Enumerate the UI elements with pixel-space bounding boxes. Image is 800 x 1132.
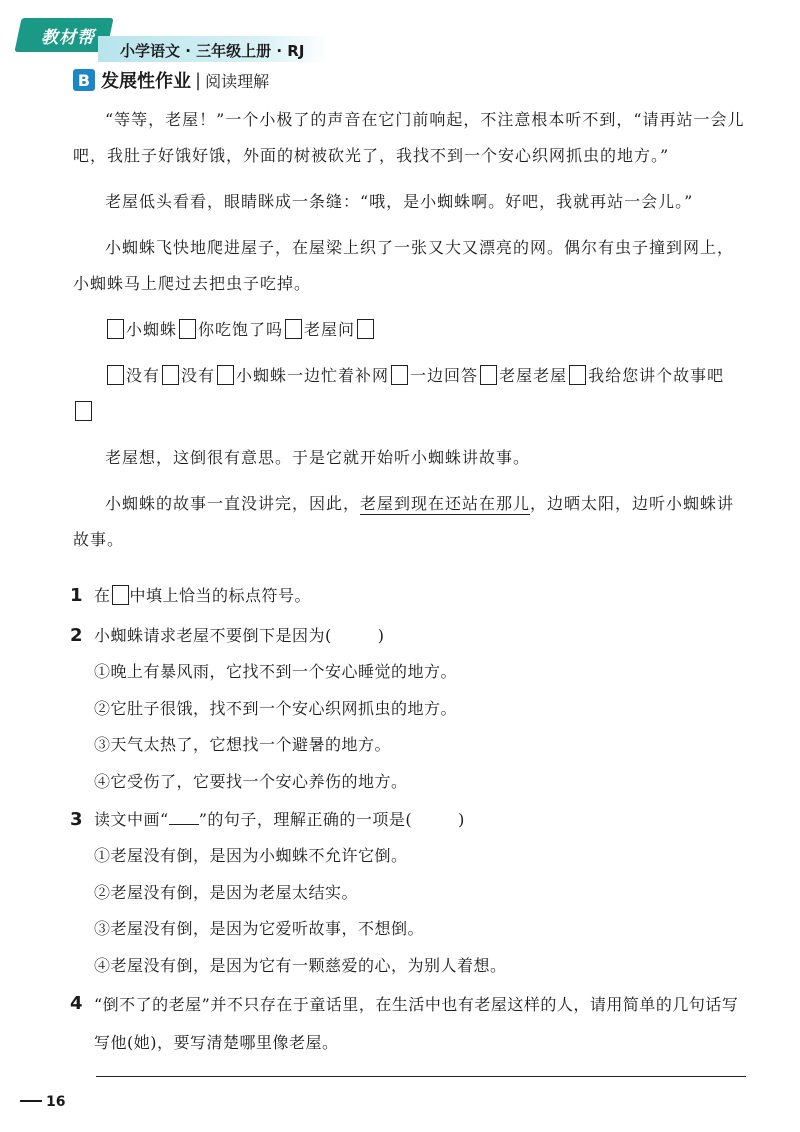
- option: ①晚上有暴风雨，它找不到一个安心睡觉的地方。: [94, 662, 458, 681]
- question-3: [70, 802, 750, 984]
- page-number-dash: [20, 1100, 42, 1102]
- passage-paragraph-2: 老屋低头看看，眼睛眯成一条缝：“哦，是小蜘蛛啊。好吧，我就再站一会儿。”: [105, 192, 694, 211]
- passage-segment: 小蜘蛛的故事一直没讲完，因此，: [105, 494, 361, 513]
- option: ②老屋没有倒，是因为老屋太结实。: [94, 882, 359, 902]
- passage-segment: 小蜘蛛: [126, 320, 178, 339]
- option: ①老屋没有倒，是因为小蜘蛛不允许它倒。: [94, 846, 408, 865]
- question-stem: [94, 802, 750, 838]
- punctuation-box[interactable]: [107, 319, 124, 339]
- question-number: 4: [70, 993, 84, 1014]
- page-number: [20, 1094, 65, 1110]
- page-header: [18, 18, 308, 58]
- section-separator: |: [195, 69, 202, 91]
- question-text: ”的句子，理解正确的一项是(: [198, 810, 413, 829]
- punctuation-box[interactable]: [357, 319, 374, 339]
- question-number: 2: [70, 625, 84, 646]
- passage-paragraph-3: 小蜘蛛飞快地爬进屋子，在屋梁上织了一张又大又漂亮的网。偶尔有虫子撞到网上，小蜘蛛马上爬过去把虫子吃掉。: [73, 238, 735, 293]
- passage-segment: 老屋问: [304, 320, 356, 339]
- punctuation-box[interactable]: [480, 365, 497, 385]
- punctuation-box[interactable]: [75, 401, 92, 421]
- passage-segment: 你吃饱了吗: [198, 320, 284, 339]
- brand-logo-text: 教材帮: [41, 28, 95, 48]
- passage-segment: 没有: [181, 366, 216, 385]
- question-number: 3: [70, 809, 84, 830]
- section-letter-badge: B: [73, 69, 95, 91]
- question-stem: “倒不了的老屋”并不只存在于童话里，在生活中也有老屋这样的人，请用简单的几句话写写他(她)，要写清楚哪里像老屋。: [94, 995, 739, 1052]
- question-text: 读文中画“: [94, 810, 169, 829]
- passage-segment: 一边回答: [410, 366, 479, 385]
- option: ④它受伤了，它要找一个安心养伤的地方。: [94, 771, 408, 791]
- section-heading: [73, 66, 269, 94]
- section-subtitle: 阅读理解: [205, 71, 270, 91]
- option: ③老屋没有倒，是因为它爱听故事，不想倒。: [94, 919, 425, 938]
- punctuation-box[interactable]: [391, 365, 408, 385]
- question-1: [70, 578, 750, 614]
- punctuation-box[interactable]: [569, 365, 586, 385]
- punctuation-box[interactable]: [285, 319, 302, 339]
- question-text: 中填上恰当的标点符号。: [129, 586, 312, 605]
- option: ③天气太热了，它想找一个避暑的地方。: [94, 735, 392, 754]
- answer-writing-line[interactable]: [96, 1076, 746, 1077]
- option: ②它肚子很饿，找不到一个安心织网抓虫的地方。: [94, 698, 458, 718]
- question-text: ): [458, 810, 465, 829]
- passage-paragraph-1: “等等，老屋！”一个小极了的声音在它门前响起，不注意根本听不到，“请再站一会儿吧，我肚子好饿好饿，外面的树被砍光了，我找不到一个安心织网抓虫的地方。”: [73, 110, 745, 165]
- underline-sample: [169, 810, 199, 825]
- passage-segment: ，边晒太阳，边听小蜘蛛讲故事。: [73, 494, 735, 549]
- passage-segment: 小蜘蛛一边忙着补网: [236, 366, 390, 385]
- question-text: 在: [94, 586, 111, 605]
- example-box: [112, 585, 129, 605]
- passage-paragraph-5: [73, 358, 745, 430]
- question-number: 1: [70, 585, 84, 606]
- question-2: [70, 618, 750, 800]
- punctuation-box[interactable]: [162, 365, 179, 385]
- passage-paragraph-6: 老屋想，这倒很有意思。于是它就开始听小蜘蛛讲故事。: [105, 448, 531, 467]
- punctuation-box[interactable]: [179, 319, 196, 339]
- page-number-text: 16: [46, 1094, 66, 1110]
- question-list: [70, 578, 750, 1062]
- punctuation-box[interactable]: [107, 365, 124, 385]
- punctuation-box[interactable]: [217, 365, 234, 385]
- passage-segment: 我给您讲个故事吧: [588, 366, 725, 385]
- passage-segment: 没有: [126, 366, 161, 385]
- underlined-sentence: 老屋到现在还站在那儿: [360, 494, 531, 513]
- question-stem: [94, 618, 750, 654]
- section-title: 发展性作业: [101, 71, 191, 92]
- passage-paragraph-4: [73, 312, 745, 348]
- question-text: ): [377, 626, 385, 645]
- passage-paragraph-7: [73, 486, 745, 558]
- question-text: 小蜘蛛请求老屋不要倒下是因为(: [94, 626, 332, 645]
- passage-segment: 老屋老屋: [499, 366, 568, 385]
- question-4: [70, 986, 750, 1062]
- reading-passage: [73, 102, 745, 568]
- book-title: 小学语文 · 三年级上册 · RJ: [120, 42, 305, 60]
- option: ④老屋没有倒，是因为它有一颗慈爱的心，为别人着想。: [94, 955, 507, 975]
- question-stem: [94, 578, 750, 614]
